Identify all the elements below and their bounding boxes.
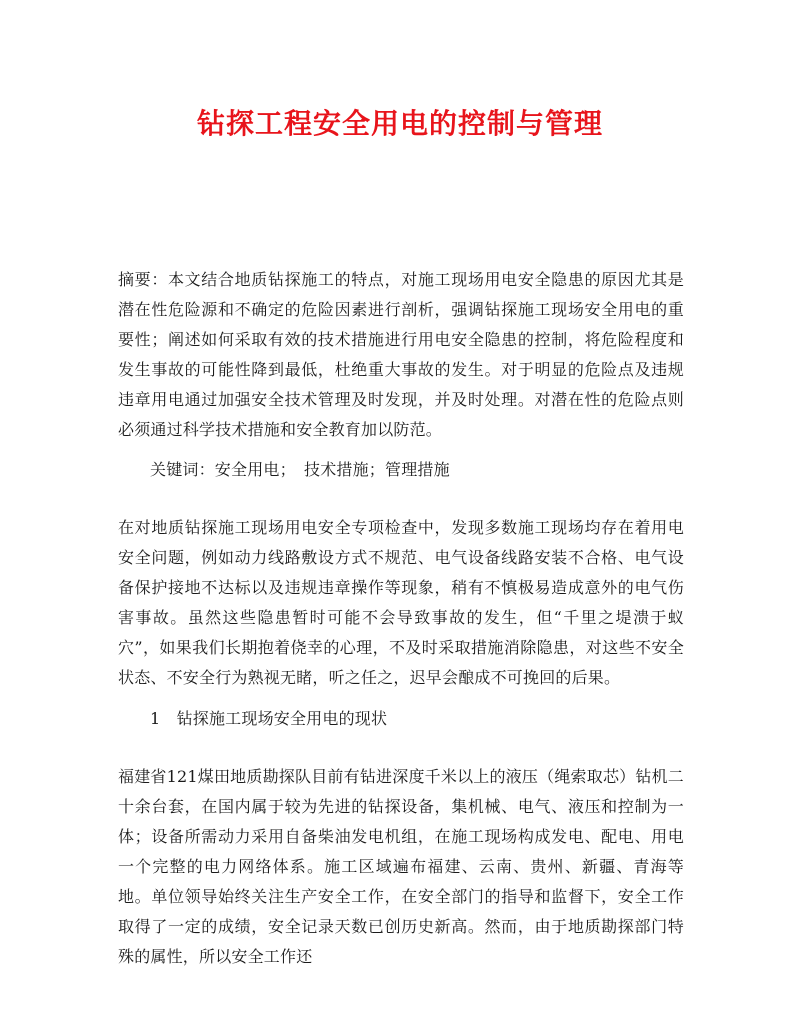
document-title: 钻探工程安全用电的控制与管理 <box>196 107 603 140</box>
abstract-paragraph: 摘要：本文结合地质钻探施工的特点，对施工现场用电安全隐患的原因尤其是潜在性危险源和不确定的危险因素进行剖析，强调钻探施工现场安全用电的重要性；阐述如何采取有效的技术措施进行用电安全隐患的控制，将危险程度和发生事故的可能性降到最低，杜绝重大事故的发生。对于明显的危险点及违规违章用电通过加强安全技术管理及时发现，并及时处理。对潜在性的危险点则必须通过科学技术措施和安全教育加以防范。 <box>118 270 684 439</box>
section-body-paragraph: 福建省121煤田地质勘探队目前有钻进深度千米以上的液压（绳索取芯）钻机二十余台套，在国内属于较为先进的钻探设备，集机械、电气、液压和控制为一体；设备所需动力采用自备柴油发电机组，在施工现场构成发电、配电、用电一个完整的电力网络体系。施工区域遍布福建、云南、贵州、新疆、青海等地。单位领导始终关注生产安全工作，在安全部门的指导和监督下，安全工作取得了一定的成绩，安全记录天数已创历史新高。然而，由于地质勘探部门特殊的属性，所以安全工作还 <box>118 767 684 966</box>
section-heading: 1 钻探施工现场安全用电的现状 <box>150 709 388 728</box>
keywords-line: 关键词：安全用电； 技术措施；管理措施 <box>150 460 450 479</box>
intro-paragraph: 在对地质钻探施工现场用电安全专项检查中，发现多数施工现场均存在着用电安全问题，例如动力线路敷设方式不规范、电气设备线路安装不合格、电气设备保护接地不达标以及违规违章操作等现象，稍有不慎极易造成意外的电气伤害事故。虽然这些隐患暂时可能不会导致事故的发生，但“千里之堤溃于蚁穴”，如果我们长期抱着侥幸的心理，不及时采取措施消除隐患，对这些不安全状态、不安全行为熟视无睹，听之任之，迟早会酿成不可挽回的后果。 <box>118 518 684 687</box>
